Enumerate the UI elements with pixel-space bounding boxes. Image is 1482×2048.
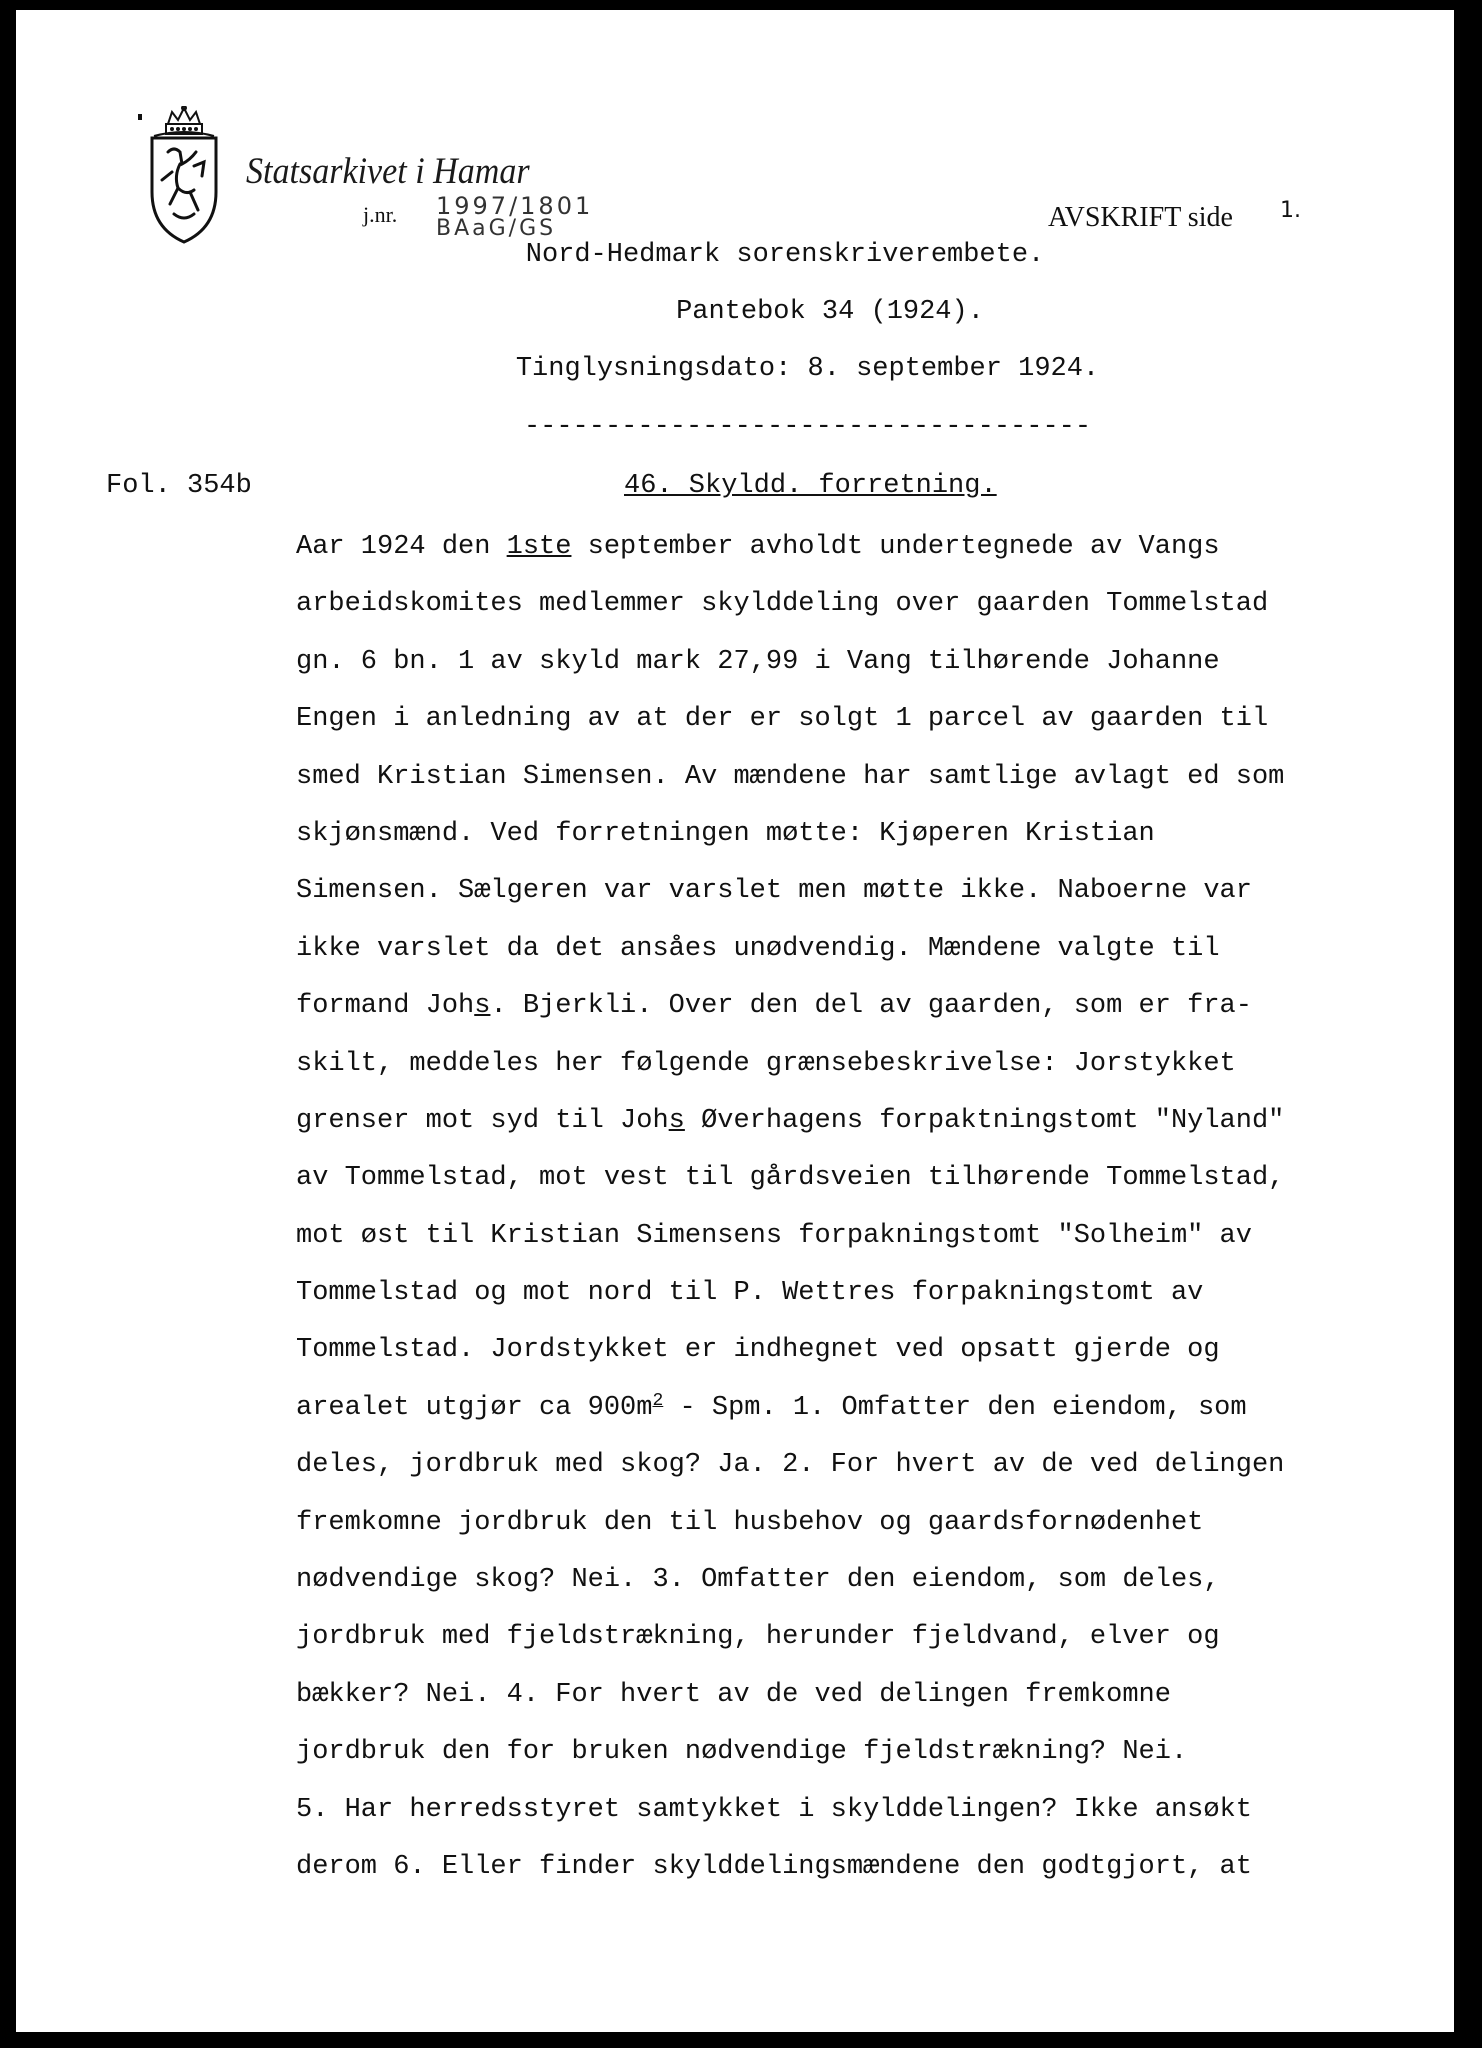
- text-line: gn. 6 bn. 1 av skyld mark 27,99 i Vang tilhørende Johanne: [296, 646, 1220, 677]
- text-line: jordbruk med fjeldstrækning, herunder fjeldvand, elver og: [296, 1622, 1220, 1653]
- separator-line: -----------------------------------: [523, 412, 1092, 442]
- text-line: deles, jordbruk med skog? Ja. 2. For hvert av de ved delingen: [296, 1450, 1285, 1481]
- journal-number-stamp: 1997/1801: [436, 192, 594, 220]
- text-line: av Tommelstad, mot vest til gårdsveien tilhørende Tommelstad,: [296, 1163, 1285, 1194]
- text-line: fremkomne jordbruk den til husbehov og gaardsfornødenhet: [296, 1507, 1204, 1538]
- journal-number-label: j.nr.: [363, 202, 398, 227]
- text-line: nødvendige skog? Nei. 3. Omfatter den eiendom, som deles,: [296, 1565, 1220, 1596]
- text-line: derom 6. Eller finder skylddelingsmændene den godtgjort, at: [296, 1851, 1252, 1882]
- text-line: Tommelstad. Jordstykket er indhegnet ved opsatt gjerde og: [296, 1335, 1220, 1366]
- text-line: Aar 1924 den 1ste september avholdt undertegnede av Vangs: [296, 532, 1220, 562]
- page-number: 1.: [1280, 198, 1301, 223]
- transcript-page-label: AVSKRIFT side: [1048, 202, 1233, 233]
- book-title: Pantebok 34 (1924).: [676, 297, 984, 327]
- registration-date: Tinglysningsdato: 8. september 1924.: [515, 354, 1100, 384]
- text-line: formand Johs. Bjerkli. Over den del av gaarden, som er fra-: [296, 991, 1252, 1022]
- section-title: 46. Skyldd. forretning.: [624, 471, 997, 501]
- text-line: grenser mot syd til Johs Øverhagens forpaktningstomt "Nyland": [296, 1105, 1285, 1136]
- text-line: arbeidskomites medlemmer skylddeling over gaarden Tommelstad: [296, 589, 1269, 620]
- journal-initials-stamp: BAaG/GS: [436, 216, 557, 241]
- text-line: jordbruk den for bruken nødvendige fjeldstrækning? Nei.: [296, 1737, 1188, 1768]
- body-text: [296, 519, 1376, 1896]
- text-line: skilt, meddeles her følgende grænsebeskrivelse: Jorstykket: [296, 1048, 1236, 1079]
- office-title: Nord-Hedmark sorenskriverembete.: [525, 240, 1045, 270]
- text-line: smed Kristian Simensen. Av mændene har samtlige avlagt ed som: [296, 761, 1285, 792]
- document-page: [16, 10, 1454, 2032]
- coat-of-arms-icon: [134, 106, 232, 246]
- text-line: bækker? Nei. 4. For hvert av de ved delingen fremkomne: [296, 1679, 1171, 1710]
- text-line: mot øst til Kristian Simensens forpakningstomt "Solheim" av: [296, 1220, 1252, 1251]
- text-line: Tommelstad og mot nord til P. Wettres forpakningstomt av: [296, 1278, 1204, 1309]
- text-line: ikke varslet da det ansåes unødvendig. Mændene valgte til: [296, 933, 1220, 964]
- text-line: Simensen. Sælgeren var varslet men møtte ikke. Naboerne var: [296, 876, 1252, 907]
- folio-reference: Fol. 354b: [106, 471, 252, 501]
- text-line: skjønsmænd. Ved forretningen møtte: Kjøperen Kristian: [296, 818, 1155, 849]
- text-line: arealet utgjør ca $900m^2$ - Spm. 1. Omfatter den eiendom, som: [296, 1390, 1247, 1423]
- text-line: Engen i anledning av at der er solgt 1 parcel av gaarden til: [296, 704, 1269, 735]
- text-line: 5. Har herredsstyret samtykket i skylddelingen? Ikke ansøkt: [296, 1794, 1252, 1825]
- archive-name: Statsarkivet i Hamar: [246, 151, 530, 192]
